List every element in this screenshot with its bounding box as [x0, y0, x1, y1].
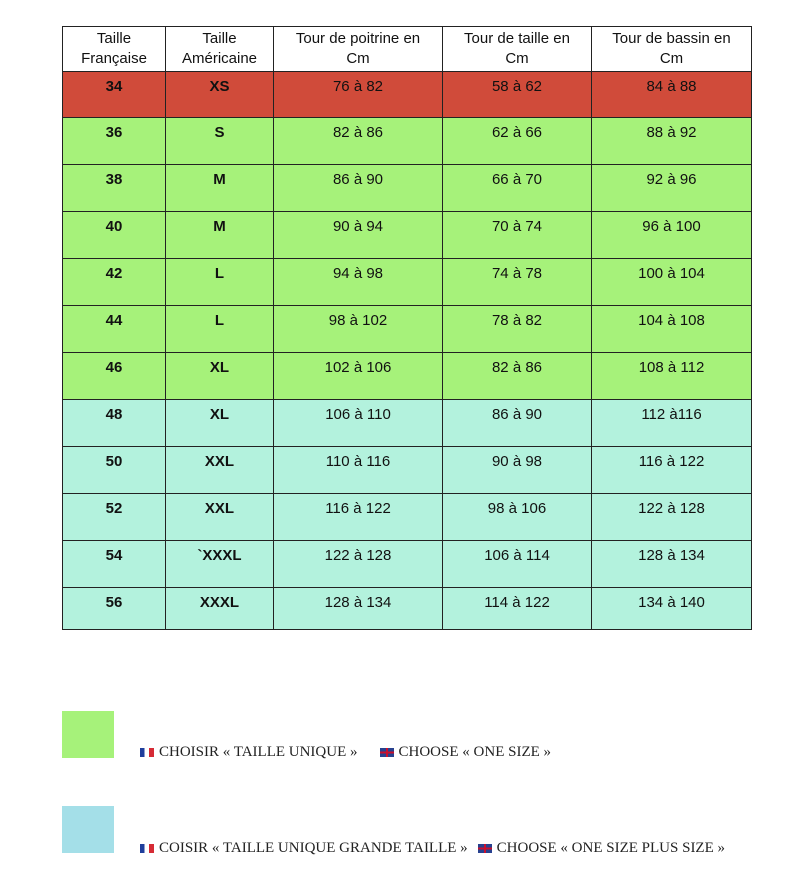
american-size-cell: XL — [166, 353, 274, 400]
chest-cell: 102 à 106 — [274, 353, 443, 400]
hip-cell: 88 à 92 — [592, 118, 752, 165]
header-waist: Tour de taille en Cm — [443, 27, 592, 72]
table-row — [63, 259, 752, 306]
waist-cell: 98 à 106 — [443, 494, 592, 541]
legend-plus-size-en: CHOOSE « ONE SIZE PLUS SIZE » — [496, 840, 726, 856]
table-row — [63, 306, 752, 353]
hip-cell: 96 à 100 — [592, 212, 752, 259]
hip-cell: 92 à 96 — [592, 165, 752, 212]
american-size-cell: M — [166, 212, 274, 259]
french-size-cell: 56 — [63, 588, 166, 630]
hip-cell: 134 à 140 — [592, 588, 752, 630]
uk-flag-icon — [478, 844, 492, 853]
american-size-cell: XS — [166, 72, 274, 118]
french-size-cell: 34 — [63, 72, 166, 118]
american-size-cell: XXXL — [166, 588, 274, 630]
table-row — [63, 541, 752, 588]
chest-cell: 106 à 110 — [274, 400, 443, 447]
header-chest: Tour de poitrine en Cm — [274, 27, 443, 72]
american-size-cell: L — [166, 306, 274, 353]
hip-cell: 122 à 128 — [592, 494, 752, 541]
chest-cell: 116 à 122 — [274, 494, 443, 541]
header-french-size: Taille Française — [63, 27, 166, 72]
american-size-cell: `XXXL — [166, 541, 274, 588]
american-size-cell: XL — [166, 400, 274, 447]
chest-cell: 76 à 82 — [274, 72, 443, 118]
chest-cell: 94 à 98 — [274, 259, 443, 306]
hip-cell: 84 à 88 — [592, 72, 752, 118]
french-size-cell: 46 — [63, 353, 166, 400]
american-size-cell: XXL — [166, 447, 274, 494]
french-size-cell: 44 — [63, 306, 166, 353]
legend-text-plus-size — [140, 840, 725, 857]
chest-cell: 128 à 134 — [274, 588, 443, 630]
table-row — [63, 447, 752, 494]
hip-cell: 116 à 122 — [592, 447, 752, 494]
french-size-cell: 50 — [63, 447, 166, 494]
waist-cell: 82 à 86 — [443, 353, 592, 400]
chest-cell: 90 à 94 — [274, 212, 443, 259]
waist-cell: 86 à 90 — [443, 400, 592, 447]
table-row — [63, 353, 752, 400]
french-size-cell: 42 — [63, 259, 166, 306]
chest-cell: 110 à 116 — [274, 447, 443, 494]
french-size-cell: 40 — [63, 212, 166, 259]
waist-cell: 70 à 74 — [443, 212, 592, 259]
table-row — [63, 212, 752, 259]
header-american-size: Taille Américaine — [166, 27, 274, 72]
france-flag-icon — [140, 844, 154, 853]
legend-swatch-green — [62, 711, 114, 758]
table-row — [63, 165, 752, 212]
size-chart-table — [62, 26, 752, 630]
hip-cell: 112 à116 — [592, 400, 752, 447]
hip-cell: 108 à 112 — [592, 353, 752, 400]
chest-cell: 82 à 86 — [274, 118, 443, 165]
hip-cell: 128 à 134 — [592, 541, 752, 588]
legend-one-size-fr: CHOISIR « TAILLE UNIQUE » — [159, 744, 358, 760]
chest-cell: 86 à 90 — [274, 165, 443, 212]
header-hip: Tour de bassin en Cm — [592, 27, 752, 72]
waist-cell: 62 à 66 — [443, 118, 592, 165]
french-size-cell: 38 — [63, 165, 166, 212]
french-size-cell: 36 — [63, 118, 166, 165]
france-flag-icon — [140, 748, 154, 757]
table-row — [63, 118, 752, 165]
hip-cell: 100 à 104 — [592, 259, 752, 306]
uk-flag-icon — [380, 748, 394, 757]
chest-cell: 98 à 102 — [274, 306, 443, 353]
american-size-cell: S — [166, 118, 274, 165]
waist-cell: 58 à 62 — [443, 72, 592, 118]
american-size-cell: XXL — [166, 494, 274, 541]
table-row — [63, 72, 752, 118]
american-size-cell: M — [166, 165, 274, 212]
waist-cell: 74 à 78 — [443, 259, 592, 306]
hip-cell: 104 à 108 — [592, 306, 752, 353]
table-row — [63, 494, 752, 541]
french-size-cell: 52 — [63, 494, 166, 541]
american-size-cell: L — [166, 259, 274, 306]
legend-plus-size-fr: COISIR « TAILLE UNIQUE GRANDE TAILLE » — [159, 840, 468, 856]
table-row — [63, 400, 752, 447]
table-row — [63, 588, 752, 630]
french-size-cell: 48 — [63, 400, 166, 447]
chest-cell: 122 à 128 — [274, 541, 443, 588]
waist-cell: 106 à 114 — [443, 541, 592, 588]
waist-cell: 90 à 98 — [443, 447, 592, 494]
legend-swatch-blue — [62, 806, 114, 853]
waist-cell: 66 à 70 — [443, 165, 592, 212]
legend-text-one-size — [140, 744, 551, 761]
legend-one-size-en: CHOOSE « ONE SIZE » — [398, 744, 552, 760]
header-row — [63, 27, 752, 72]
french-size-cell: 54 — [63, 541, 166, 588]
waist-cell: 114 à 122 — [443, 588, 592, 630]
waist-cell: 78 à 82 — [443, 306, 592, 353]
